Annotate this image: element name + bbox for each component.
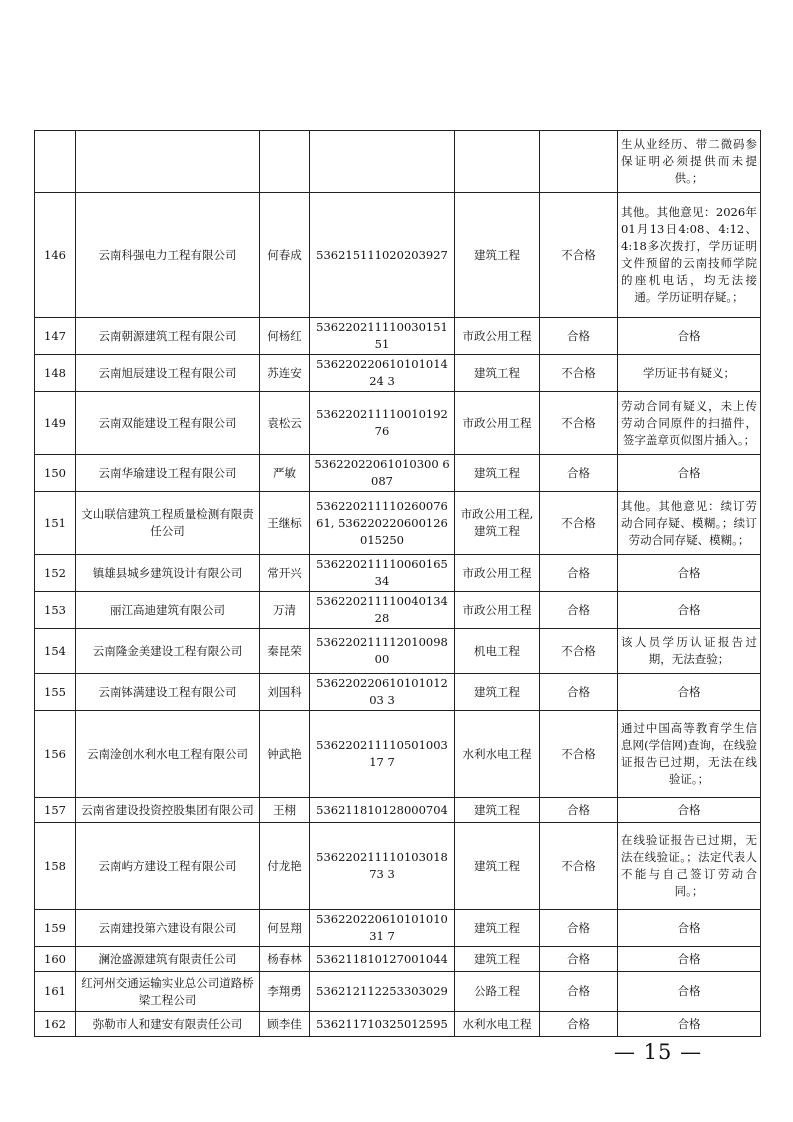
review-note-cell: 合格 — [618, 318, 761, 355]
company-name-cell: 云南科强电力工程有限公司 — [76, 193, 260, 318]
row-number-cell: 156 — [35, 711, 76, 798]
review-result-cell: 不合格 — [540, 492, 618, 555]
person-name-cell: 苏连安 — [260, 355, 310, 392]
review-note-cell: 在线验证报告已过期，无法在线验证。；法定代表人不能与自己签订劳动合同。； — [618, 823, 761, 910]
review-result-cell — [540, 131, 618, 193]
major-cell: 水利水电工程 — [455, 1012, 540, 1037]
row-number-cell: 150 — [35, 455, 76, 492]
page-number: — 15 — — [614, 1040, 703, 1064]
review-result-cell: 合格 — [540, 1012, 618, 1037]
table-row — [35, 1012, 761, 1037]
company-name-cell: 云南钵满建设工程有限公司 — [76, 674, 260, 711]
person-name-cell: 付龙艳 — [260, 823, 310, 910]
review-note-cell: 其他。其他意见：2026年01月13日4:08、4:12、4:18多次拨打，学历证明文件预留的云南技师学院的座机电话，均无法接通。学历证明存疑。； — [618, 193, 761, 318]
review-note-cell: 合格 — [618, 798, 761, 823]
company-name-cell: 云南华瑜建设工程有限公司 — [76, 455, 260, 492]
row-number-cell: 154 — [35, 629, 76, 674]
company-name-cell: 云南双能建设工程有限公司 — [76, 392, 260, 455]
table-row — [35, 355, 761, 392]
certificate-number-cell: 536215111020203927 — [310, 193, 455, 318]
certificate-number-cell: 53622021111026007661, 536220220600126015250 — [310, 492, 455, 555]
person-name-cell: 李翔勇 — [260, 972, 310, 1012]
certificate-number-cell: 53622021111004013428 — [310, 592, 455, 629]
company-name-cell: 澜沧盛源建筑有限责任公司 — [76, 947, 260, 972]
person-name-cell: 何昱翔 — [260, 910, 310, 947]
review-result-cell: 不合格 — [540, 193, 618, 318]
certificate-number-cell: 53622021111010301873 3 — [310, 823, 455, 910]
company-name-cell: 云南朝源建筑工程有限公司 — [76, 318, 260, 355]
company-name-cell: 云南淦创水利水电工程有限公司 — [76, 711, 260, 798]
company-name-cell — [76, 131, 260, 193]
major-cell: 市政公用工程 — [455, 592, 540, 629]
company-name-cell: 文山联信建筑工程质量检测有限责任公司 — [76, 492, 260, 555]
person-name-cell: 何杨红 — [260, 318, 310, 355]
person-name-cell: 王继标 — [260, 492, 310, 555]
certificate-number-cell: 53622022061010300 6087 — [310, 455, 455, 492]
table-row — [35, 193, 761, 318]
review-result-cell: 合格 — [540, 555, 618, 592]
row-number-cell: 159 — [35, 910, 76, 947]
company-name-cell: 云南建投第六建设有限公司 — [76, 910, 260, 947]
person-name-cell: 顾李佳 — [260, 1012, 310, 1037]
review-note-cell: 该人员学历认证报告过期，无法查验； — [618, 629, 761, 674]
row-number-cell: 146 — [35, 193, 76, 318]
row-number-cell: 157 — [35, 798, 76, 823]
certificate-number-cell — [310, 131, 455, 193]
table-row — [35, 910, 761, 947]
row-number-cell: 149 — [35, 392, 76, 455]
major-cell: 建筑工程 — [455, 798, 540, 823]
person-name-cell: 钟武艳 — [260, 711, 310, 798]
company-name-cell: 弥勒市人和建安有限责任公司 — [76, 1012, 260, 1037]
company-name-cell: 云南省建设投资控股集团有限公司 — [76, 798, 260, 823]
table-row — [35, 674, 761, 711]
table-row — [35, 455, 761, 492]
review-result-cell: 合格 — [540, 592, 618, 629]
row-number-cell: 161 — [35, 972, 76, 1012]
major-cell: 建筑工程 — [455, 355, 540, 392]
person-name-cell — [260, 131, 310, 193]
review-note-cell: 合格 — [618, 1012, 761, 1037]
table-row — [35, 798, 761, 823]
person-name-cell: 何春成 — [260, 193, 310, 318]
person-name-cell: 严敏 — [260, 455, 310, 492]
table-row — [35, 823, 761, 910]
major-cell — [455, 131, 540, 193]
certificate-number-cell: 53622021111050100317 7 — [310, 711, 455, 798]
review-result-cell: 不合格 — [540, 711, 618, 798]
certificate-number-cell: 53622021111201009800 — [310, 629, 455, 674]
person-name-cell: 秦昆荣 — [260, 629, 310, 674]
row-number-cell: 162 — [35, 1012, 76, 1037]
review-note-cell: 学历证书有疑义； — [618, 355, 761, 392]
review-note-cell: 其他。其他意见：续订劳动合同存疑、模糊。；续订劳动合同存疑、模糊。； — [618, 492, 761, 555]
major-cell: 建筑工程 — [455, 193, 540, 318]
review-result-cell: 合格 — [540, 318, 618, 355]
review-results-table — [34, 130, 761, 1037]
row-number-cell: 148 — [35, 355, 76, 392]
row-number-cell: 155 — [35, 674, 76, 711]
company-name-cell: 镇雄县城乡建筑设计有限公司 — [76, 555, 260, 592]
certificate-number-cell: 536211710325012595 — [310, 1012, 455, 1037]
row-number-cell — [35, 131, 76, 193]
certificate-number-cell: 53622021111001019276 — [310, 392, 455, 455]
row-number-cell: 151 — [35, 492, 76, 555]
table-row — [35, 131, 761, 193]
major-cell: 建筑工程 — [455, 455, 540, 492]
review-note-cell: 合格 — [618, 555, 761, 592]
review-note-cell: 通过中国高等教育学生信息网(学信网)查询，在线验证报告已过期，无法在线验证。； — [618, 711, 761, 798]
row-number-cell: 160 — [35, 947, 76, 972]
certificate-number-cell: 536211810127001044 — [310, 947, 455, 972]
row-number-cell: 147 — [35, 318, 76, 355]
review-result-cell: 合格 — [540, 674, 618, 711]
certificate-number-cell: 53622021111006016534 — [310, 555, 455, 592]
review-note-cell: 生从业经历、带二微码参保证明必须提供而未提供。； — [618, 131, 761, 193]
review-note-cell: 合格 — [618, 972, 761, 1012]
review-note-cell: 合格 — [618, 592, 761, 629]
major-cell: 建筑工程 — [455, 823, 540, 910]
review-result-cell: 不合格 — [540, 629, 618, 674]
certificate-number-cell: 53622021111003015151 — [310, 318, 455, 355]
review-note-cell: 劳动合同有疑义，未上传劳动合同原件的扫描件，签字盖章页似图片插入。； — [618, 392, 761, 455]
company-name-cell: 红河州交通运输实业总公司道路桥梁工程公司 — [76, 972, 260, 1012]
major-cell: 建筑工程 — [455, 910, 540, 947]
certificate-number-cell: 53622022061010101031 7 — [310, 910, 455, 947]
table-row — [35, 318, 761, 355]
certificate-number-cell: 53622022061010101424 3 — [310, 355, 455, 392]
certificate-number-cell: 53622022061010101203 3 — [310, 674, 455, 711]
table-row — [35, 947, 761, 972]
major-cell: 市政公用工程 — [455, 318, 540, 355]
table-row — [35, 555, 761, 592]
major-cell: 建筑工程 — [455, 674, 540, 711]
table-row — [35, 972, 761, 1012]
table-row — [35, 592, 761, 629]
review-result-cell: 合格 — [540, 798, 618, 823]
major-cell: 建筑工程 — [455, 947, 540, 972]
major-cell: 市政公用工程 — [455, 555, 540, 592]
company-name-cell: 云南隆金美建设工程有限公司 — [76, 629, 260, 674]
major-cell: 市政公用工程 — [455, 392, 540, 455]
review-result-cell: 合格 — [540, 947, 618, 972]
person-name-cell: 万清 — [260, 592, 310, 629]
table-row — [35, 492, 761, 555]
company-name-cell: 云南旭辰建设工程有限公司 — [76, 355, 260, 392]
certificate-number-cell: 536212112253303029 — [310, 972, 455, 1012]
review-result-cell: 合格 — [540, 910, 618, 947]
review-note-cell: 合格 — [618, 947, 761, 972]
company-name-cell: 云南屿方建设工程有限公司 — [76, 823, 260, 910]
review-note-cell: 合格 — [618, 455, 761, 492]
review-note-cell: 合格 — [618, 674, 761, 711]
person-name-cell: 常开兴 — [260, 555, 310, 592]
table-row — [35, 392, 761, 455]
company-name-cell: 丽江高迪建筑有限公司 — [76, 592, 260, 629]
certificate-number-cell: 536211810128000704 — [310, 798, 455, 823]
row-number-cell: 152 — [35, 555, 76, 592]
person-name-cell: 王栩 — [260, 798, 310, 823]
person-name-cell: 杨春林 — [260, 947, 310, 972]
review-note-cell: 合格 — [618, 910, 761, 947]
row-number-cell: 153 — [35, 592, 76, 629]
major-cell: 水利水电工程 — [455, 711, 540, 798]
table-row — [35, 629, 761, 674]
major-cell: 机电工程 — [455, 629, 540, 674]
review-result-cell: 不合格 — [540, 392, 618, 455]
review-result-cell: 合格 — [540, 455, 618, 492]
review-result-cell: 不合格 — [540, 823, 618, 910]
major-cell: 公路工程 — [455, 972, 540, 1012]
review-result-cell: 不合格 — [540, 355, 618, 392]
review-result-cell: 合格 — [540, 972, 618, 1012]
row-number-cell: 158 — [35, 823, 76, 910]
major-cell: 市政公用工程, 建筑工程 — [455, 492, 540, 555]
person-name-cell: 袁松云 — [260, 392, 310, 455]
person-name-cell: 刘国科 — [260, 674, 310, 711]
table-row — [35, 711, 761, 798]
